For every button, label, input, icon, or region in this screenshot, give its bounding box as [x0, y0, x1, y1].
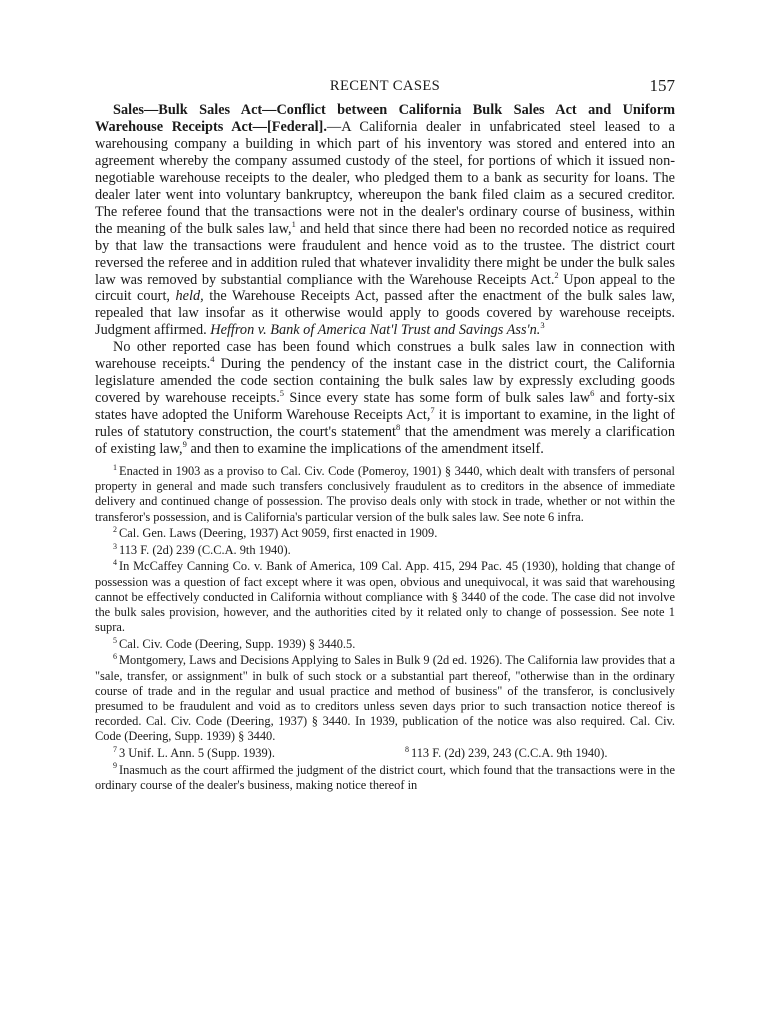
footnote-mark: 3	[113, 541, 117, 551]
footnote-text: Inasmuch as the court affirmed the judgment of the district court, which found that the transactions were in the ordinary course of the dealer's business, making notice thereof in	[95, 762, 675, 792]
footnote-text: Enacted in 1903 as a proviso to Cal. Civ. Code (Pomeroy, 1901) § 3440, which dealt with transfers of personal property in general and made such transfers conclusively fraudulent as to creditors in the absence of immediate delivery and continued change of possession. The proviso deals only with stock in trade, whether or not within the transferor's possession, and is California's particular version of the bulk sales law. See note 6 infra.	[95, 464, 675, 524]
running-head: RECENT CASES	[329, 78, 441, 94]
text-run: Since every state has some form of bulk sales law	[284, 390, 591, 407]
text-run: —A California dealer in unfabricated steel leased to a warehousing company a building in which part of his inventory was stored and entered into an agreement whereby the company assumed custody of the steel, for portions of which it issued non-negotiable warehouse receipts to the dealer, who pledged them to a bank as security for loans. The dealer later went into voluntary bankruptcy, whereupon the bank filed claim as a secured creditor. The referee found that the transactions were not in the dealer's ordinary course of business, within the meaning of the bulk sales law,	[95, 118, 676, 237]
text-run: During the pendency of the instant case in the district court, the California legislature amended the code section containing the bulk sales law by expressly excluding goods covered by warehouse receipts.	[95, 356, 675, 407]
footnote-mark: 9	[113, 761, 117, 771]
footnote-text: Cal. Civ. Code (Deering, Supp. 1939) § 3440.5.	[119, 636, 356, 651]
footnote-text: Cal. Gen. Laws (Deering, 1937) Act 9059, first enacted in 1909.	[119, 526, 438, 541]
footnote-pair	[95, 746, 675, 763]
text-run: it is important to examine, in the light of rules of statutory construction, the court's statement	[95, 407, 675, 441]
footnote-mark: 6	[113, 652, 117, 662]
footnote-6	[95, 653, 675, 744]
case-heading: Sales—Bulk Sales Act—Conflict between California Bulk Sales Act and Uniform Warehouse Receipts Act—[Federal].	[95, 102, 675, 135]
page-number: 157	[649, 76, 675, 95]
text-run: that the amendment was merely a clarification of existing law,	[95, 424, 675, 458]
footnote-text: Montgomery, Laws and Decisions Applying to Sales in Bulk 9 (2d ed. 1926). The California law provides that a "sale, transfer, or assignment" in bulk of such stock or a substantial part thereof, "otherwise than in the ordinary course of trade and in the regular and usual practice and method of business" of the transferor, is conclusively presumed to be fraudulent and void as to creditors unless seven days prior to such transaction notice thereof is recorded. Cal. Civ. Code (Deering, 1937) § 3440. In 1939, publication of the notice was also required. Cal. Civ. Code (Deering, Supp. 1939) § 3440.	[95, 653, 675, 744]
footnote-text: 113 F. (2d) 239, 243 (C.C.A. 9th 1940).	[411, 746, 608, 761]
footnote-mark: 5	[113, 635, 117, 645]
footnote-mark: 8	[405, 744, 409, 754]
footnote-mark: 4	[113, 558, 117, 568]
text-run: Upon appeal to the circuit court,	[95, 271, 675, 305]
footnotes	[95, 464, 675, 793]
footnote-text: In McCaffey Canning Co. v. Bank of America, 109 Cal. App. 415, 294 Pac. 45 (1930), holding that change of possession was a question of fact except where it was open, obvious and unequivocal, it was said that warehousing cannot be effectively conducted in California without compliance with § 3440 of the code. The case did not involve the bulk sales provision, however, and the authorities cited by it related only to change of possession. See note 1 supra.	[95, 559, 675, 635]
footnote-ref: 6	[590, 388, 595, 399]
footnote-mark: 2	[113, 525, 117, 535]
text-run: and forty-six states have adopted the Uniform Warehouse Receipts Act,	[95, 390, 675, 424]
footnote-ref: 7	[430, 405, 435, 416]
case-summary-paragraph	[95, 102, 675, 339]
document-page	[95, 76, 675, 794]
footnote-mark: 1	[113, 462, 117, 472]
text-run: and then to examine the implications of the amendment itself.	[186, 441, 544, 458]
footnote-3	[95, 543, 675, 558]
footnote-9	[95, 763, 675, 793]
footnote-2	[95, 526, 675, 541]
footnote-ref: 9	[182, 439, 187, 450]
text-run: the Warehouse Receipts Act, passed after the enactment of the bulk sales law, repealed that law insofar as it otherwise would apply to goods covered by warehouse receipts. Judgment affirmed.	[95, 288, 675, 339]
footnote-ref: 3	[540, 320, 545, 331]
footnote-ref: 2	[554, 269, 559, 280]
footnote-7	[95, 746, 405, 761]
held-word: held,	[175, 288, 204, 305]
footnote-8	[405, 746, 675, 761]
analysis-paragraph	[95, 339, 675, 458]
footnote-text: 113 F. (2d) 239 (C.C.A. 9th 1940).	[119, 542, 291, 557]
footnote-mark: 7	[113, 744, 117, 754]
text-run: No other reported case has been found which construes a bulk sales law in connection with warehouse receipts.	[95, 339, 675, 373]
footnote-ref: 1	[291, 218, 296, 229]
footnote-ref: 8	[396, 422, 401, 433]
footnote-ref: 4	[210, 354, 215, 365]
footnote-4	[95, 559, 675, 635]
footnote-ref: 5	[279, 388, 285, 399]
footnote-text: 3 Unif. L. Ann. 5 (Supp. 1939).	[119, 746, 275, 761]
page-header	[95, 76, 675, 102]
footnote-1	[95, 464, 675, 525]
footnote-5	[95, 637, 675, 652]
text-run: and held that since there had been no recorded notice as required by that law the transactions were fraudulent and hence void as to the trustee. The district court reversed the referee and in addition ruled that whatever invalidity there might be under the bulk sales law was removed by substantial compliance with the Warehouse Receipts Act.	[95, 220, 675, 288]
case-name: Heffron v. Bank of America Nat'l Trust and Savings Ass'n.	[210, 322, 541, 339]
